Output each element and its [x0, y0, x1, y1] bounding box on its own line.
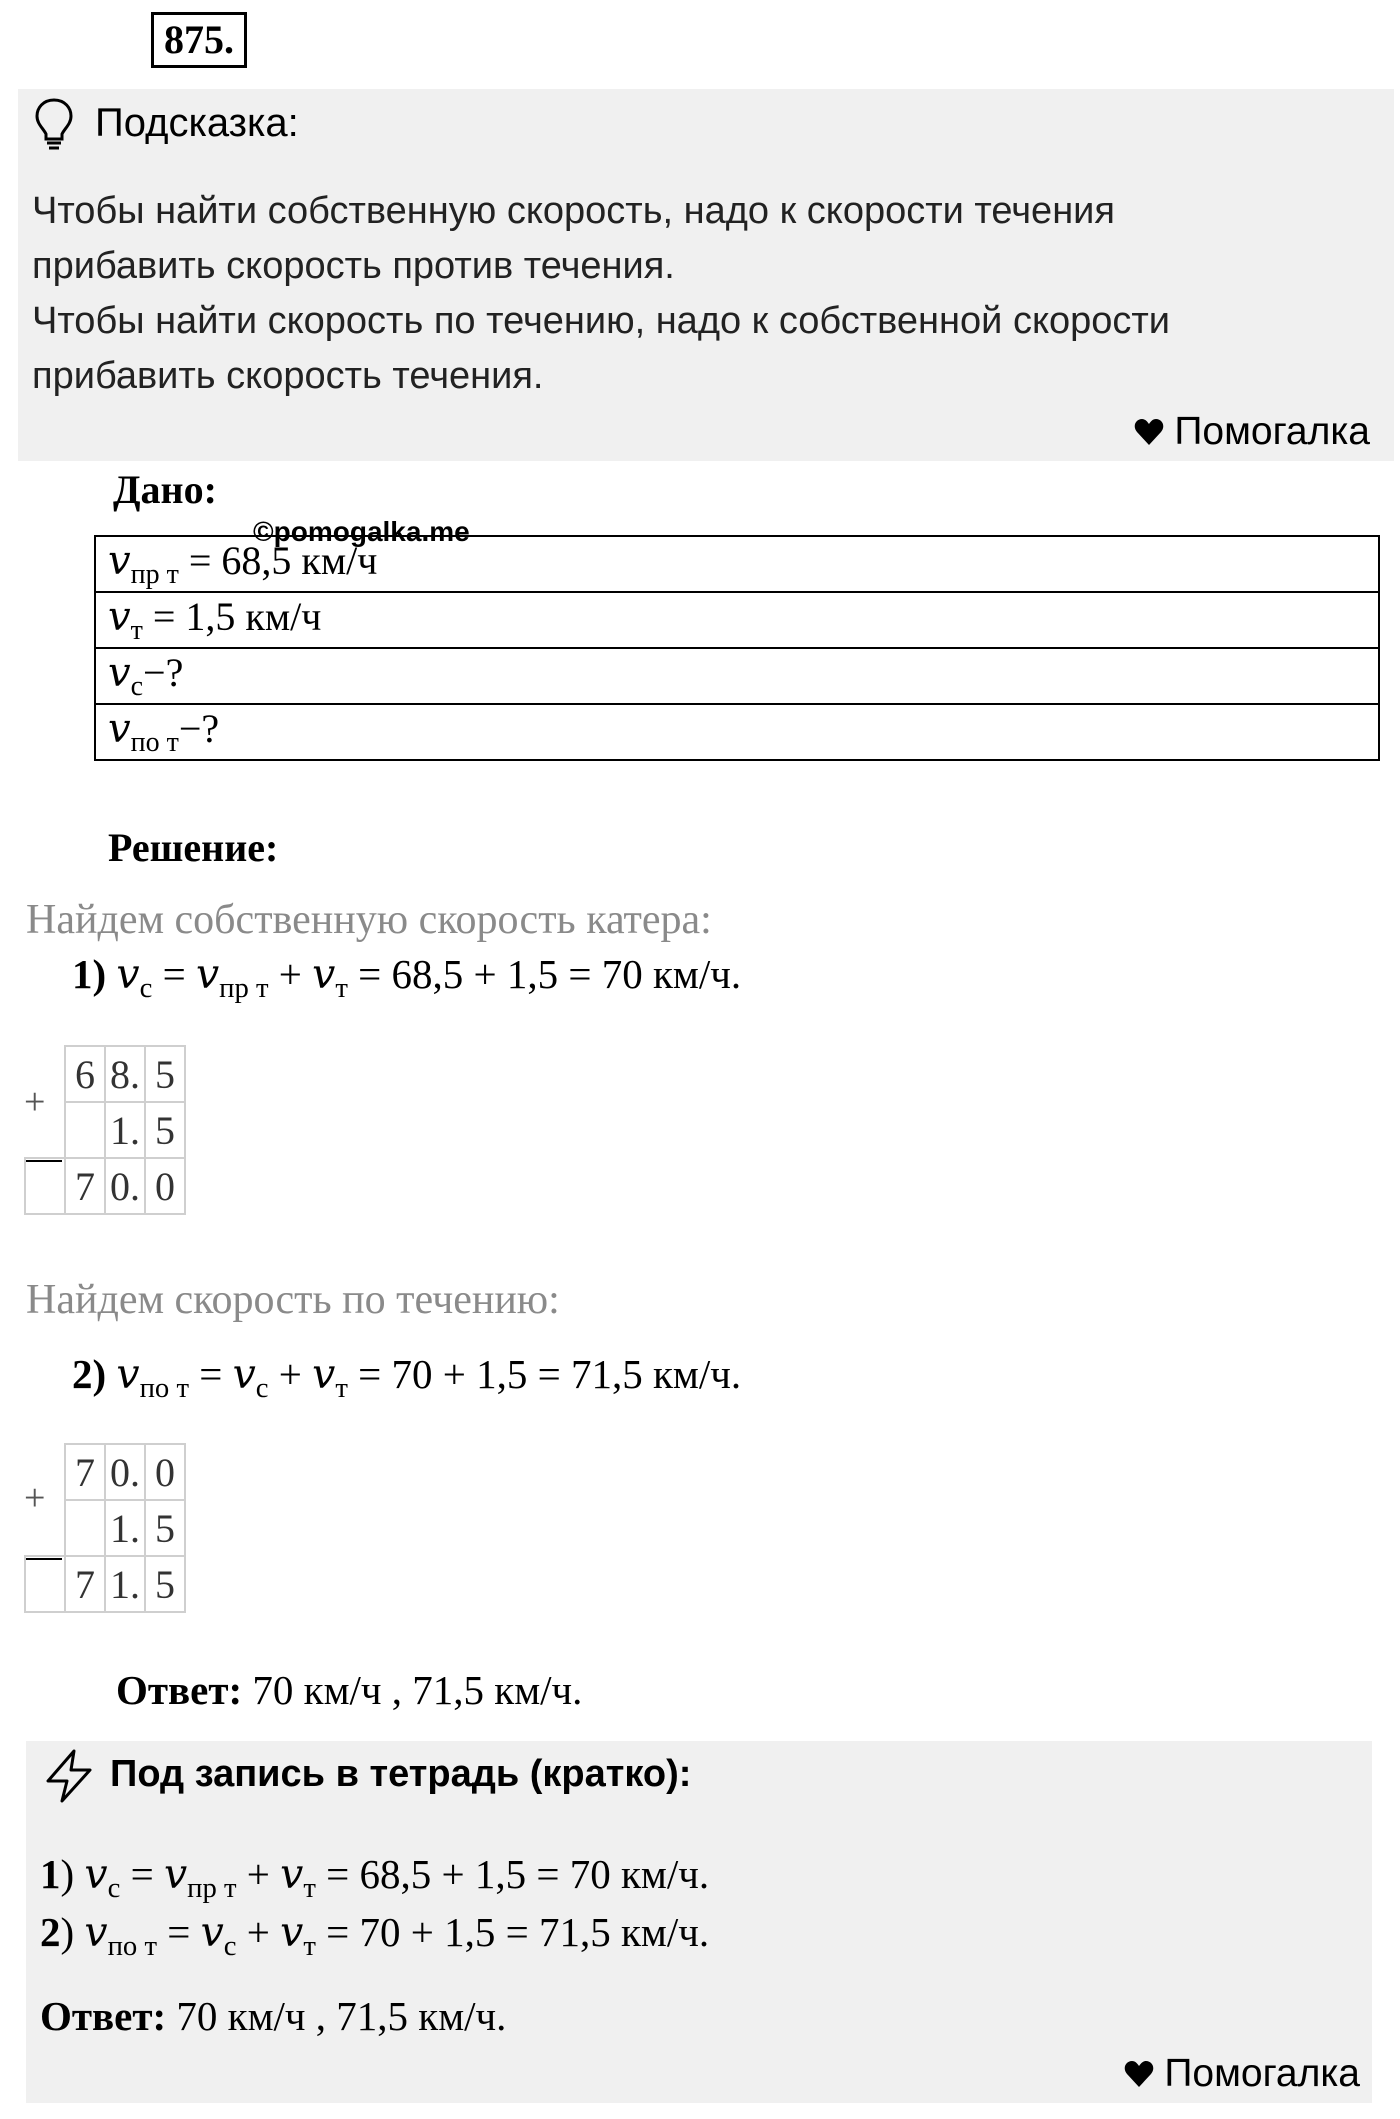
brand-label: Помогалка [1174, 410, 1370, 453]
problem-number: 875. [151, 12, 247, 68]
brand-label: Помогалка [1164, 2052, 1360, 2095]
solution-note: Найдем скорость по течению: [26, 1277, 560, 1323]
hint-line: прибавить скорость против течения. [32, 245, 675, 287]
heart-icon [1124, 2060, 1154, 2088]
given-table [94, 535, 1380, 761]
plus-sign: + [24, 1081, 46, 1123]
given-row: $v_т = 1,5$ км/ч [95, 592, 1379, 648]
notes-title: Под запись в тетрадь (кратко): [110, 1753, 692, 1795]
lightbulb-icon [34, 97, 74, 151]
solution-title: Решение: [108, 825, 279, 870]
heart-icon [1134, 418, 1164, 446]
given-title: Дано: [113, 467, 217, 512]
notes-equation-1: 1) $v_с = v_{пр т} + v_т = 68,5 + 1,5 = 70$ км/ч. [40, 1850, 710, 1905]
brand-link[interactable] [1134, 410, 1370, 454]
given-row: $v_{по т}-$? [95, 704, 1379, 760]
notes-equation-2: 2) $v_{по т} = v_с + v_т = 70 + 1,5 = 71,5$ км/ч. [40, 1908, 710, 1963]
given-row: $v_с-$? [95, 648, 1379, 704]
equation-step-1: 1) $v_с = v_{пр т} + v_т = 68,5 + 1,5 = 70$ км/ч. [72, 950, 742, 1005]
watermark: ©pomogalka.me [253, 516, 470, 547]
brand-link[interactable] [1124, 2052, 1360, 2096]
plus-sign: + [24, 1477, 46, 1519]
equation-step-2: 2) $v_{по т} = v_с + v_т = 70 + 1,5 = 71,5$ км/ч. [72, 1350, 742, 1405]
notes-answer: Ответ: 70 км/ч , 71,5 км/ч. [40, 1993, 507, 2039]
given-row: $v_{пр т} = 68,5$ км/ч [95, 536, 1379, 592]
addition-grid-2: 7 0. 0 1. 5 7 1. 5 [24, 1443, 186, 1613]
solution-note: Найдем собственную скорость катера: [26, 897, 712, 943]
hint-line: прибавить скорость течения. [32, 355, 544, 397]
hint-line: Чтобы найти собственную скорость, надо к скорости течения [32, 190, 1115, 232]
hint-title: Подсказка: [95, 101, 299, 145]
answer: Ответ: 70 км/ч , 71,5 км/ч. [116, 1667, 583, 1713]
lightning-icon [42, 1748, 96, 1804]
hint-line: Чтобы найти скорость по течению, надо к собственной скорости [32, 300, 1171, 342]
addition-grid-1: 6 8. 5 1. 5 7 0. 0 [24, 1045, 186, 1215]
